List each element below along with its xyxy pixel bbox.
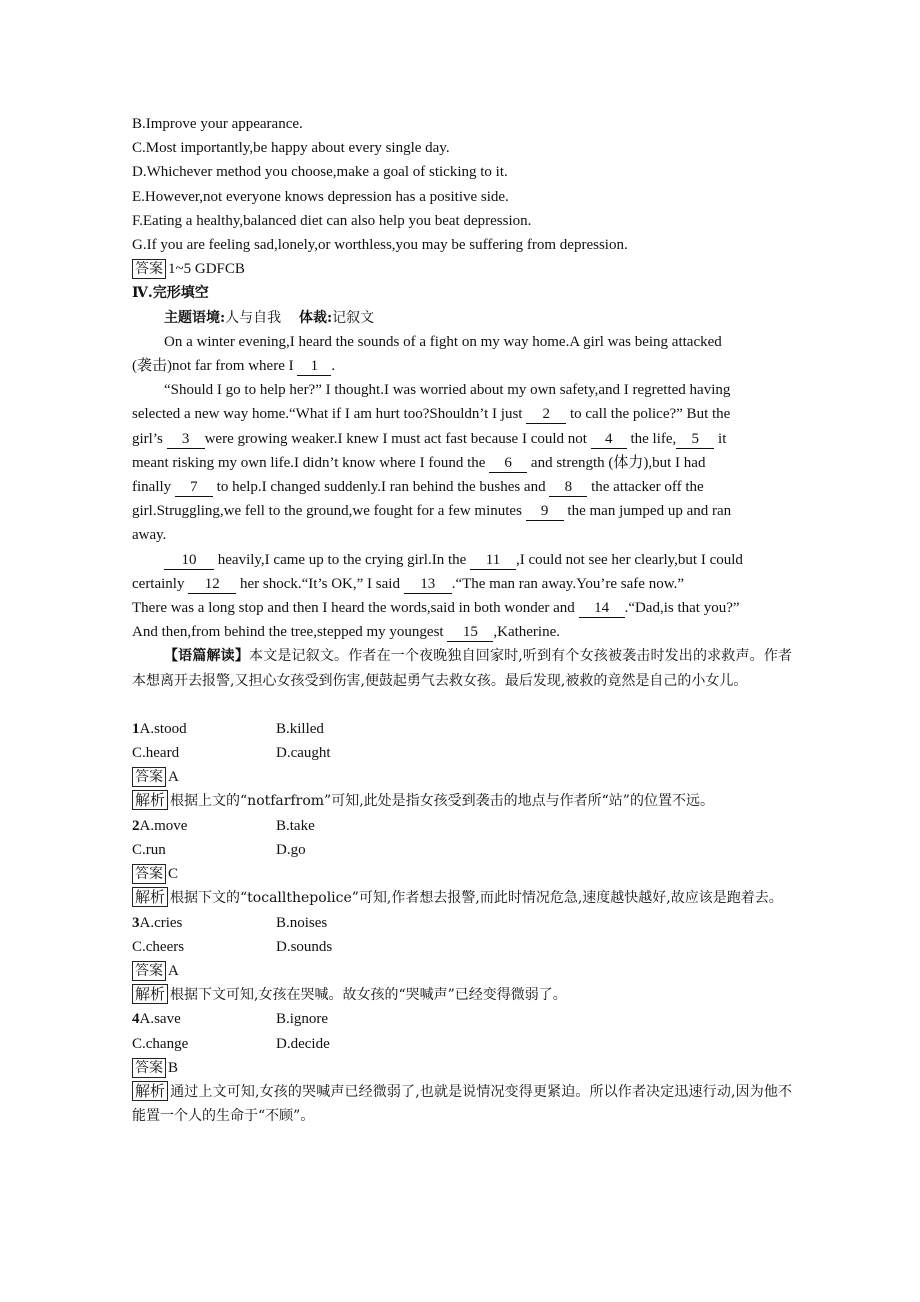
- option-g: G.If you are feeling sad,lonely,or worthless,you may be suffering from depression.: [132, 237, 628, 254]
- passage-text: meant risking my own life.I didn’t know where I found the: [132, 454, 486, 471]
- answer-text: A: [168, 962, 179, 979]
- answer-tag: 答案: [132, 259, 166, 279]
- document-page: [132, 112, 792, 1128]
- analysis-text: 通过上文可知,女孩的哭喊声已经微弱了,也就是说情况变得更紧迫。所以作者决定迅速行动,因为他不能置一个人的生命于“不顾”。: [132, 1083, 792, 1125]
- analysis-tag: 解析: [132, 790, 168, 810]
- question-option: C.heard: [132, 745, 180, 762]
- passage-text: girl’s: [132, 430, 163, 447]
- option-text: A.save: [139, 1011, 181, 1028]
- blank-12: 12: [188, 576, 236, 594]
- question-option: B.noises: [276, 914, 328, 931]
- blank-5: 5: [676, 431, 714, 449]
- passage-line: [132, 402, 792, 426]
- answer-text: A: [168, 769, 179, 786]
- option-text: A.cries: [139, 914, 183, 931]
- question-2-options-row1: [132, 814, 792, 838]
- answer-row: [132, 862, 792, 886]
- passage-text: to call the police?” But the: [569, 406, 731, 423]
- passage-text: the life,: [630, 430, 677, 447]
- passage-text: .“The man ran away.You’re safe now.”: [451, 575, 684, 592]
- passage-text: (袭击)not far from where I: [132, 358, 294, 375]
- passage-line: [132, 354, 792, 378]
- answer-row-prev: [132, 257, 792, 281]
- option-e: E.However,not everyone knows depression has a positive side.: [132, 188, 509, 205]
- blank-8: 8: [549, 479, 587, 497]
- reading-text: 本文是记叙文。作者在一个夜晚独自回家时,听到有个女孩被袭击时发出的求救声。作者本想离开去报警,又担心女孩受到伤害,便鼓起勇气去救女孩。最后发现,被救的竟然是自己的小女儿。: [132, 648, 792, 689]
- passage-text: ,Katherine.: [493, 624, 560, 641]
- question-number: 4: [132, 1011, 140, 1028]
- blank-11: 11: [470, 552, 516, 570]
- reading-interpretation: [132, 644, 792, 692]
- analysis-tag: 解析: [132, 984, 168, 1004]
- answer-text: 1~5 GDFCB: [168, 261, 245, 278]
- question-3-options-row1: [132, 911, 792, 935]
- question-4-options-row1: [132, 1007, 792, 1031]
- answer-text: B: [168, 1059, 179, 1076]
- answer-tag: 答案: [132, 767, 166, 787]
- passage-line: “Should I go to help her?” I thought.I was worried about my own safety,and I regretted having: [164, 382, 731, 399]
- option-f: F.Eating a healthy,balanced diet can also help you beat depression.: [132, 212, 532, 229]
- answer-tag: 答案: [132, 864, 166, 884]
- passage-text: to help.I changed suddenly.I ran behind the bushes and: [216, 479, 546, 496]
- passage-text: finally: [132, 479, 172, 496]
- answer-text: C: [168, 866, 179, 883]
- passage-text: And then,from behind the tree,stepped my youngest: [132, 624, 444, 641]
- answer-row: [132, 959, 792, 983]
- question-1-options-row1: [132, 717, 792, 741]
- analysis-row: [132, 983, 792, 1007]
- question-option: D.caught: [276, 745, 331, 762]
- passage-line: On a winter evening,I heard the sounds of a fight on my way home.A girl was being attacked: [164, 333, 722, 350]
- passage-text: her shock.“It’s OK,” I said: [239, 575, 400, 592]
- answer-row: [132, 1056, 792, 1080]
- blank-4: 4: [591, 431, 627, 449]
- passage-line: [132, 572, 792, 596]
- blank-3: 3: [167, 431, 205, 449]
- question-option: B.take: [276, 817, 315, 834]
- question-option: D.decide: [276, 1035, 330, 1052]
- question-option: [132, 911, 276, 935]
- passage-line: [132, 499, 792, 523]
- blank-1: 1: [297, 358, 331, 376]
- passage-line: [132, 596, 792, 620]
- reading-label: 【语篇解读】: [164, 648, 250, 665]
- question-1-options-row2: [132, 741, 792, 765]
- option-c: C.Most importantly,be happy about every single day.: [132, 140, 450, 157]
- analysis-row: [132, 886, 792, 910]
- option-b: B.Improve your appearance.: [132, 116, 303, 132]
- analysis-text: 根据上文的“notfarfrom”可知,此处是指女孩受到袭击的地点与作者所“站”的位置不远。: [170, 793, 714, 810]
- passage-text: were growing weaker.I knew I must act fast because I could not: [204, 430, 587, 447]
- question-option: B.killed: [276, 720, 324, 737]
- section-title: Ⅳ.完形填空: [132, 285, 209, 302]
- blank-13: 13: [404, 576, 452, 594]
- passage-text: and strength (体力),but I had: [530, 454, 706, 471]
- passage-text: it: [718, 430, 727, 447]
- question-option: [132, 814, 276, 838]
- passage-text: selected a new way home.“What if I am hurt too?Shouldn’t I just: [132, 406, 523, 423]
- option-text: A.move: [139, 817, 188, 834]
- question-4-options-row2: [132, 1032, 792, 1056]
- blank-15: 15: [447, 624, 493, 642]
- blank-2: 2: [526, 406, 566, 424]
- passage-text: certainly: [132, 575, 185, 592]
- question-option: C.run: [132, 841, 166, 858]
- answer-tag: 答案: [132, 1058, 166, 1078]
- blank-9: 9: [526, 503, 564, 521]
- passage-line: away.: [132, 527, 167, 544]
- blank-10: 10: [164, 552, 214, 570]
- question-option: D.go: [276, 841, 306, 858]
- passage-text: .: [331, 358, 336, 375]
- option-text: A.stood: [139, 720, 187, 737]
- blank-7: 7: [175, 479, 213, 497]
- answer-row: [132, 765, 792, 789]
- passage-line: [132, 620, 792, 644]
- genre-label: 体裁:: [298, 309, 333, 326]
- question-2-options-row2: [132, 838, 792, 862]
- analysis-tag: 解析: [132, 1081, 168, 1101]
- question-number: 1: [132, 720, 140, 737]
- blank-14: 14: [579, 600, 625, 618]
- genre-value: 记叙文: [332, 309, 375, 326]
- passage-line: [132, 451, 792, 475]
- passage-text: .“Dad,is that you?”: [624, 600, 740, 617]
- analysis-row: [132, 789, 792, 813]
- context-value: 人与自我: [225, 309, 282, 326]
- analysis-text: 根据下文可知,女孩在哭喊。故女孩的“哭喊声”已经变得微弱了。: [170, 987, 567, 1004]
- analysis-tag: 解析: [132, 887, 168, 907]
- question-option: C.cheers: [132, 938, 185, 955]
- question-number: 2: [132, 817, 140, 834]
- question-option: [132, 1007, 276, 1031]
- passage-text: the attacker off the: [591, 479, 704, 496]
- analysis-row: [132, 1080, 792, 1128]
- passage-text: heavily,I came up to the crying girl.In the: [217, 551, 467, 568]
- question-number: 3: [132, 914, 140, 931]
- passage-text: the man jumped up and ran: [567, 503, 732, 520]
- question-option: [132, 717, 276, 741]
- passage-line: [132, 548, 792, 572]
- question-3-options-row2: [132, 935, 792, 959]
- passage-line: [132, 427, 792, 451]
- question-option: D.sounds: [276, 938, 333, 955]
- question-option: C.change: [132, 1035, 189, 1052]
- section-context: [132, 306, 792, 330]
- blank-6: 6: [489, 455, 527, 473]
- analysis-text: 根据下文的“tocallthepolice”可知,作者想去报警,而此时情况危急,速度越快越好,故应该是跑着去。: [170, 890, 783, 907]
- option-d: D.Whichever method you choose,make a goal of sticking to it.: [132, 164, 508, 181]
- passage-text: There was a long stop and then I heard the words,said in both wonder and: [132, 600, 575, 617]
- passage-text: ,I could not see her clearly,but I could: [516, 551, 743, 568]
- context-label: 主题语境:: [164, 309, 226, 326]
- question-option: B.ignore: [276, 1011, 329, 1028]
- answer-tag: 答案: [132, 961, 166, 981]
- passage-text: girl.Struggling,we fell to the ground,we fought for a few minutes: [132, 503, 522, 520]
- passage-line: [132, 475, 792, 499]
